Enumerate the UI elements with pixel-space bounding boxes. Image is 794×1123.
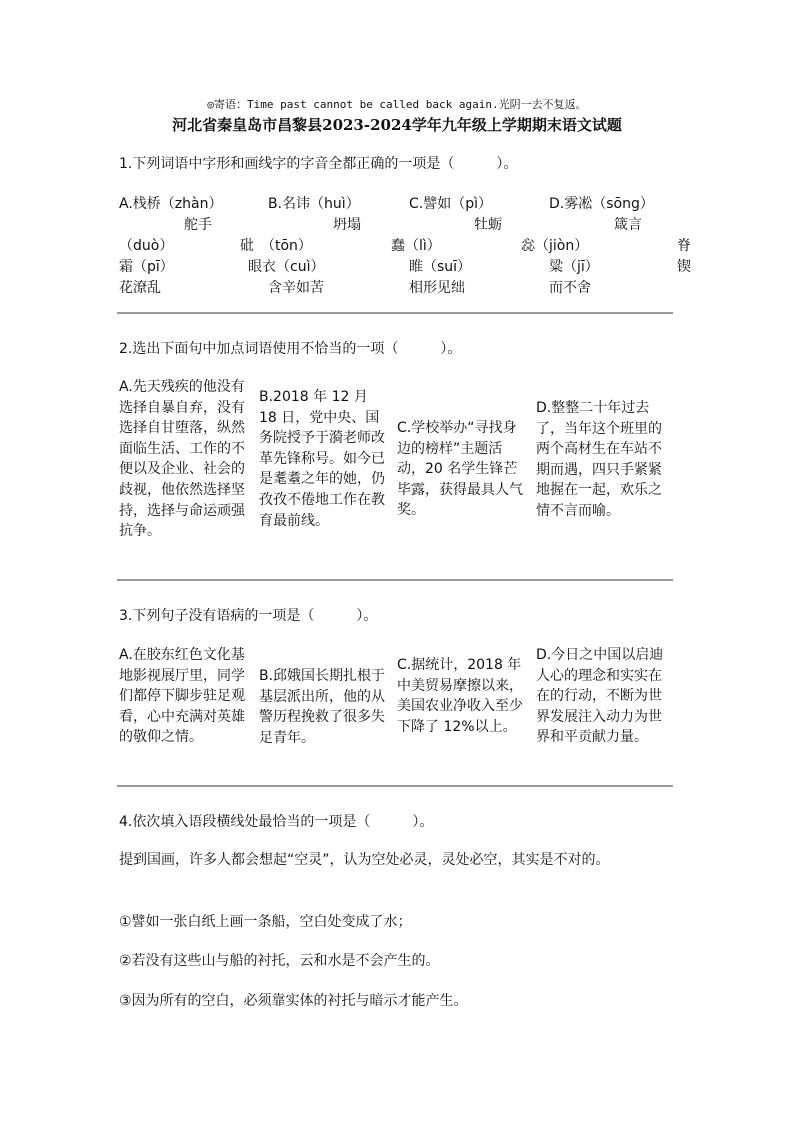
q1-option-b: B.名讳（huì） bbox=[268, 196, 360, 212]
q1-word: 含辛如苦 bbox=[268, 280, 324, 296]
q1-word: 惢（jiòn） bbox=[521, 238, 589, 254]
q1-word: 粱（jī） bbox=[549, 259, 599, 275]
q1-option-c: C.譬如（pì） bbox=[409, 196, 493, 212]
question-2-stem: 2.选出下面句中加点词语使用不恰当的一项（ ）。 bbox=[119, 341, 462, 357]
question-4-stem: 4.依次填入语段横线处最恰当的一项是（ ）。 bbox=[119, 814, 434, 830]
q2-option-a: A.先天残疾的他没有选择自暴自弃，没有选择自甘堕落，纵然面临生活、工作的不便以及企业、社会的歧视，他依然选择坚持，选择与命运顽强抗争。 bbox=[119, 379, 245, 540]
divider bbox=[117, 579, 673, 581]
q1-word: 砒 （tōn） bbox=[240, 238, 312, 254]
q1-word: 坍塌 bbox=[333, 217, 361, 233]
question-1-stem: 1.下列词语中字形和画线字的字音全都正确的一项是（ ）。 bbox=[119, 156, 518, 172]
q1-word: 舵手 bbox=[184, 217, 212, 233]
q1-word: （duò） bbox=[119, 238, 174, 254]
q1-word: 霜（pī） bbox=[119, 259, 174, 275]
divider bbox=[117, 785, 673, 787]
q1-word: 花潦乱 bbox=[119, 280, 161, 296]
divider bbox=[117, 312, 673, 314]
page-title: 河北省秦皇岛市昌黎县2023-2024学年九年级上学期期末语文试题 bbox=[172, 116, 622, 134]
q3-option-b: B.邱娥国长期扎根于基层派出所，他的从警历程挽救了很多失足青年。 bbox=[259, 668, 386, 746]
q1-word: 锲 bbox=[677, 259, 691, 275]
q1-word: 箴言 bbox=[614, 217, 642, 233]
q3-option-d: D.今日之中国以启迪人心的理念和实实在在的行动，不断为世界发展注入动力为世界和平贡献力量。 bbox=[536, 647, 664, 746]
q4-sentence-2: ②若没有这些山与船的衬托，云和水是不会产生的。 bbox=[119, 953, 440, 969]
q1-word: 蠢（lì） bbox=[391, 238, 441, 254]
q2-option-b: B.2018 年 12 月 18 日，党中央、国务院授予于漪老师改革先锋称号。如今已是耄耋之年的她，仍孜孜不倦地工作在教育最前线。 bbox=[259, 389, 385, 529]
q1-word: 而不舍 bbox=[549, 280, 591, 296]
q1-option-d: D.雾凇（sōng） bbox=[549, 196, 654, 212]
motto: ◎寄语：Time past cannot be called back again.光阴一去不复返。 bbox=[207, 98, 587, 111]
q4-passage: 提到国画，许多人都会想起“空灵”，认为空处必灵，灵处必空，其实是不对的。 bbox=[119, 852, 610, 868]
q4-sentence-3: ③因为所有的空白，必须靠实体的衬托与暗示才能产生。 bbox=[119, 993, 468, 1009]
q1-word: 脊 bbox=[677, 238, 691, 254]
q2-option-c: C.学校举办“寻找身边的榜样”主题活动，20 名学生锋芒毕露，获得最具人气奖。 bbox=[397, 420, 523, 519]
q1-word: 牡蛎 bbox=[474, 217, 502, 233]
q1-word: 眼衣（cuì） bbox=[248, 259, 325, 275]
q3-option-a: A.在胶东红色文化基地影视展厅里，同学们都停下脚步驻足观看，心中充满对英雄的敬仰之情。 bbox=[119, 647, 245, 746]
q2-option-d: D.整整二十年过去了，当年这个班里的两个高材生在车站不期而遇，四只手紧紧地握在一起，欢乐之情不言而喻。 bbox=[536, 400, 662, 519]
q4-sentence-1: ①譬如一张白纸上画一条船，空白处变成了水； bbox=[119, 914, 412, 930]
q1-option-a: A.栈桥（zhàn） bbox=[119, 196, 223, 212]
q1-word: 相形见绌 bbox=[409, 280, 465, 296]
q1-word: 睢（suī） bbox=[409, 259, 472, 275]
q3-option-c: C.据统计，2018 年中美贸易摩擦以来，美国农业净收入至少下降了 12%以上。 bbox=[397, 657, 523, 735]
question-3-stem: 3.下列句子没有语病的一项是（ ）。 bbox=[119, 608, 378, 624]
